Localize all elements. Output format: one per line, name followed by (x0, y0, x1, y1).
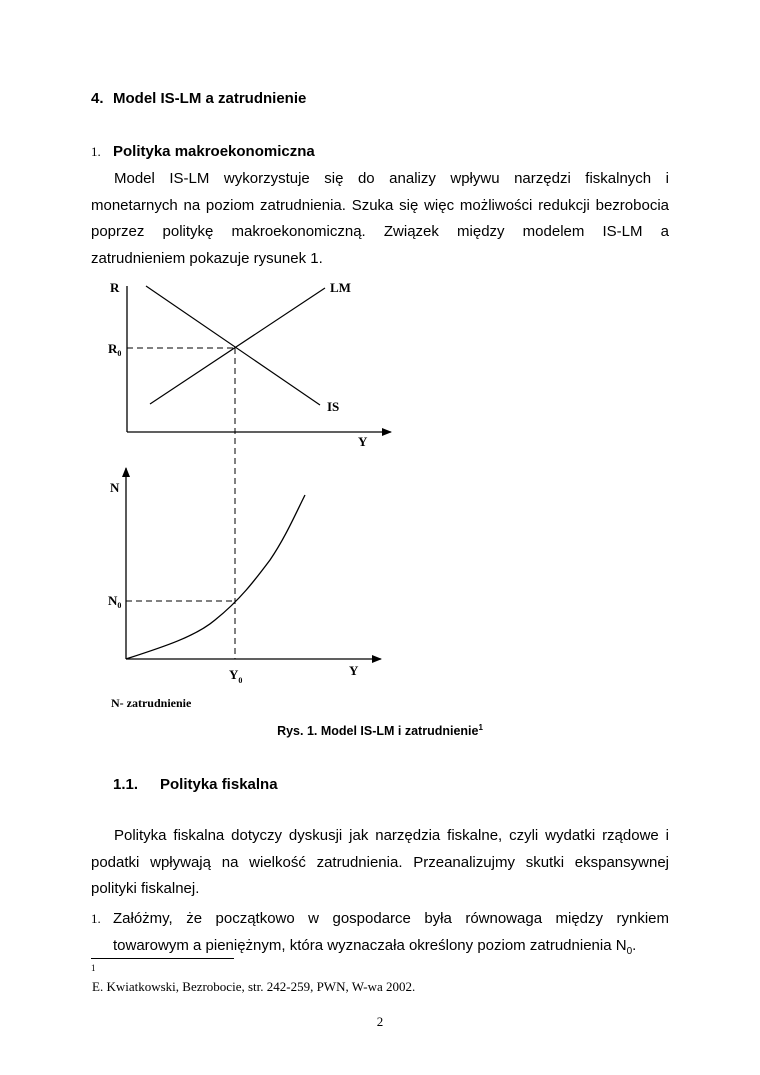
paragraph-line: Polityka fiskalna dotyczy dyskusji jak narzędzia fiskalne, czyli wydatki rządowe i (114, 827, 669, 844)
section-number: 1. (91, 144, 101, 159)
chapter-number: 4. (91, 90, 104, 107)
footnote-mark: 1 (91, 963, 96, 973)
r0-label-main: R (108, 341, 118, 356)
lm-curve (150, 288, 325, 404)
list-item-line-text: towarowym a pieniężnym, która wyznaczała określony poziom zatrudnienia N (113, 937, 627, 954)
subsection-heading (113, 776, 278, 793)
fiscal-paragraph (91, 823, 669, 903)
n0-label-sub: 0 (117, 601, 122, 610)
list-item-line-end: . (632, 937, 637, 954)
n-axis-label: N (110, 480, 120, 495)
paragraph-line: monetarnych na poziom zatrudnienia. Szuka się więc możliwości redukcji bezrobocia (91, 196, 669, 214)
y-axis-label-bottom: Y (349, 663, 359, 678)
y0-label (229, 667, 242, 685)
figure-caption-footnote-ref: 1 (478, 723, 483, 732)
n0-label-main: N (108, 593, 118, 608)
footnote-text: E. Kwiatkowski, Bezrobocie, str. 242-259, PWN, W-wa 2002. (92, 979, 416, 994)
r0-label-sub: 0 (117, 349, 122, 358)
section-title: Polityka makroekonomiczna (113, 143, 315, 160)
list-item-subscript: 0 (626, 946, 633, 957)
subsection-title: Polityka fiskalna (160, 776, 278, 793)
y0-label-main: Y (229, 667, 239, 682)
y-axis-label-top: Y (358, 434, 368, 449)
figure-caption-text: Rys. 1. Model IS-LM i zatrudnienie (277, 724, 479, 739)
n0-label (108, 593, 121, 610)
subsection-number: 1.1. (113, 776, 139, 793)
page-number: 2 (376, 1014, 384, 1029)
list-item-line: Załóżmy, że początkowo w gospodarce była równowaga między rynkiem (113, 910, 669, 927)
list-item-line (113, 932, 669, 959)
paragraph-line: Model IS-LM wykorzystuje się do analizy wpływu narzędzi fiskalnych i (114, 170, 669, 187)
paragraph-line: poprzez politykę makroekonomiczną. Związek między modelem IS-LM a (91, 223, 669, 240)
figure-legend: N- zatrudnienie (111, 696, 192, 710)
paragraph-line: polityki fiskalnej. (91, 880, 200, 897)
paragraph-line: zatrudnieniem pokazuje rysunek 1. (91, 249, 323, 267)
employment-curve (126, 495, 305, 659)
chapter-title: Model IS-LM a zatrudnienie (113, 90, 307, 107)
list-item (91, 905, 669, 959)
r-axis-label: R (110, 280, 120, 295)
list-item-number: 1. (91, 911, 101, 926)
paragraph-line: podatki wpływają na wielkość zatrudnienia. Przeanalizujmy skutki ekspansywnej (91, 853, 669, 871)
y0-label-sub: 0 (238, 676, 243, 685)
figure-caption (0, 723, 760, 738)
is-label: IS (327, 399, 340, 414)
footnote-separator (91, 958, 234, 959)
lm-label: LM (330, 280, 351, 295)
is-curve (146, 286, 320, 405)
r0-label (108, 341, 121, 358)
